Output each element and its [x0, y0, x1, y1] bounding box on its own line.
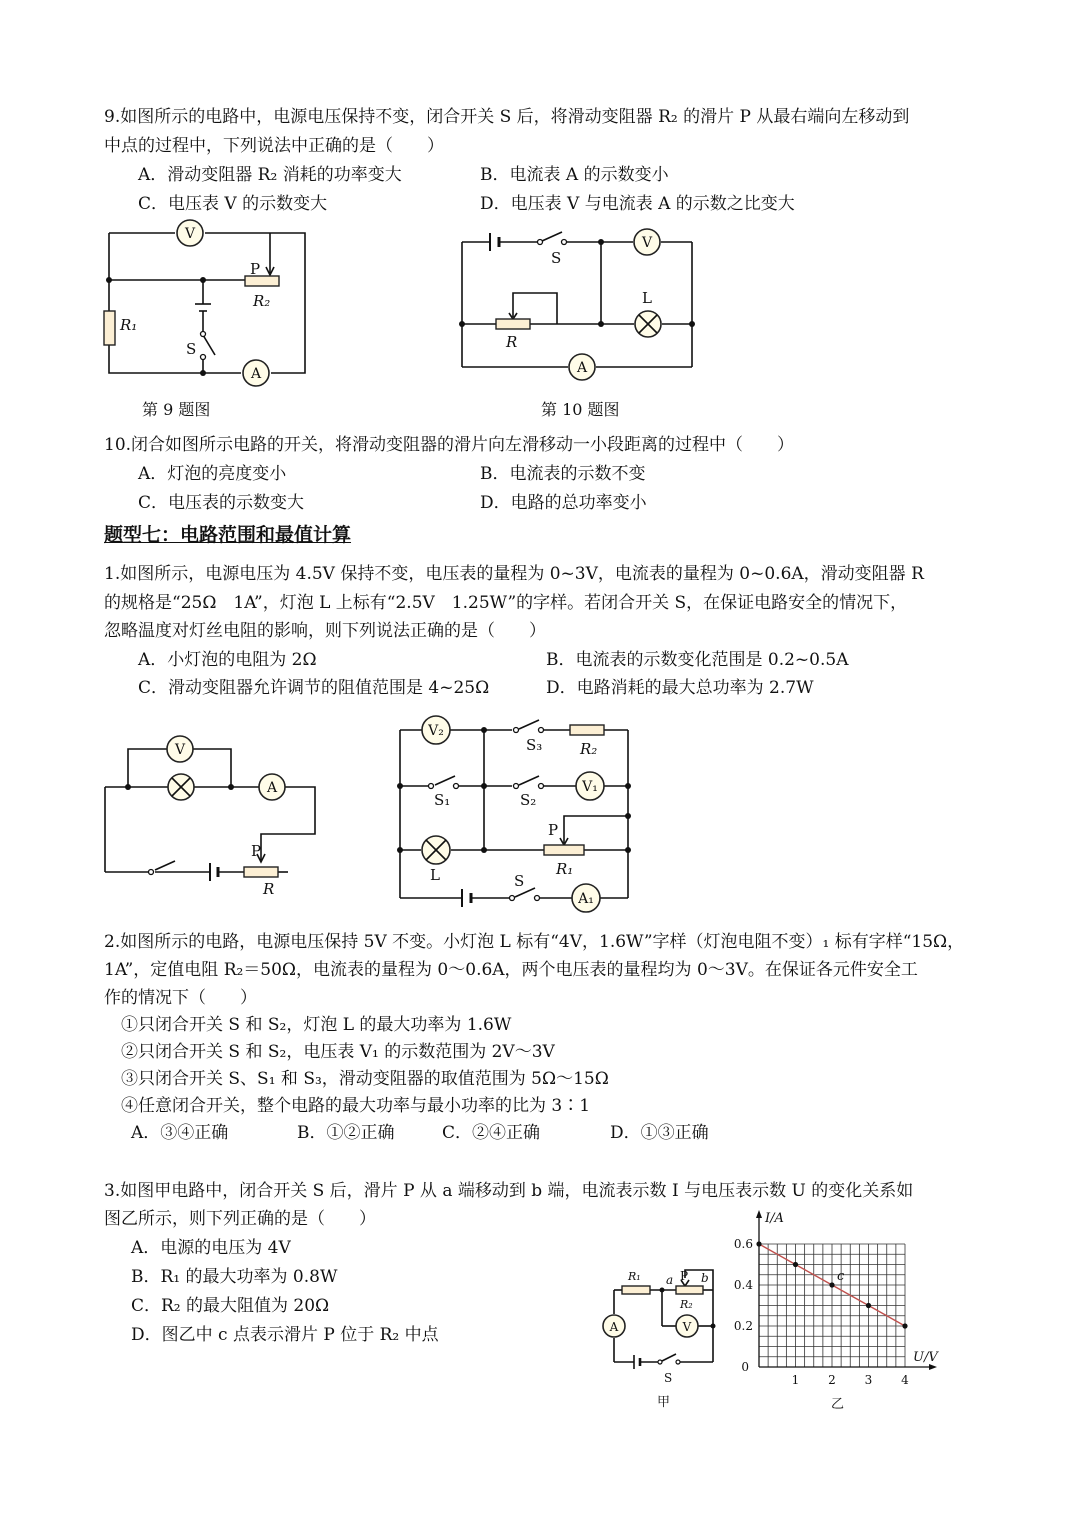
q10-option-d: D．电路的总功率变小 [480, 493, 647, 513]
svg-text:P: P [250, 260, 261, 278]
svg-text:R₁: R₁ [120, 316, 138, 334]
svg-text:R: R [263, 880, 275, 898]
q9-stem-line1: 9.如图所示的电路中，电源电压保持不变，闭合开关 S 后，将滑动变阻器 R₂ 的滑片 P 从最右端向左移动到 [104, 107, 910, 127]
y-axis-label: I/A [765, 1211, 784, 1226]
svg-text:甲: 甲 [657, 1395, 671, 1410]
q10-circuit-diagram [452, 222, 702, 387]
s3-stem-line1: 3.如图甲电路中，闭合开关 S 后，滑片 P 从 a 端移动到 b 端，电流表示数 I 与电压表示数 U 的变化关系如 [104, 1181, 914, 1201]
ammeter [243, 360, 269, 386]
q9-option-b: B．电流表 A 的示数变小 [480, 165, 669, 185]
r2-resistor [570, 725, 604, 735]
svg-text:S: S [514, 872, 525, 890]
chart-subfigure-label: 乙 [831, 1397, 845, 1412]
svg-text:S₂: S₂ [520, 791, 537, 809]
q10-option-c: C．电压表的示数变大 [138, 493, 305, 513]
svg-text:R₂: R₂ [580, 740, 598, 758]
section-title: 题型七：电路范围和最值计算 [104, 524, 352, 546]
x-tick-label: 3 [864, 1373, 873, 1387]
s3-option-d: D．图乙中 c 点表示滑片 P 位于 R₂ 中点 [131, 1325, 439, 1345]
svg-text:a: a [666, 1273, 674, 1287]
y-axis-arrow [756, 1210, 762, 1218]
s2-statement-1: ①只闭合开关 S 和 S₂，灯泡 L 的最大功率为 1.6W [121, 1015, 512, 1035]
voltmeter-v1 [576, 772, 604, 800]
svg-text:A: A [266, 780, 278, 796]
s1-option-c: C．滑动变阻器允许调节的阻值范围是 4~25Ω [138, 678, 490, 698]
svg-text:R₁: R₁ [556, 860, 574, 878]
ammeter [569, 354, 595, 380]
svg-text:L: L [430, 866, 440, 884]
rheostat-r [496, 319, 530, 329]
x-tick-label: 4 [901, 1373, 909, 1387]
x-tick-label: 2 [828, 1373, 836, 1387]
lamp [168, 774, 194, 800]
svg-text:S₃: S₃ [526, 736, 543, 754]
s2-stem-line2: 1A”，定值电阻 R₂＝50Ω，电流表的量程为 0～0.6A，两个电压表的量程均为 0～3V。在保证各元件安全工 [104, 960, 918, 980]
voltmeter-v2 [422, 716, 450, 744]
s1-circuit-diagram [100, 732, 325, 902]
s2-circuit-diagram [392, 708, 637, 923]
voltmeter [634, 229, 660, 255]
svg-text:A: A [250, 366, 262, 382]
r2-rheostat [676, 1286, 703, 1294]
s2-statement-2: ②只闭合开关 S 和 S₂，电压表 V₁ 的示数范围为 2V～3V [121, 1042, 555, 1062]
svg-text:R: R [506, 333, 518, 351]
svg-text:P: P [548, 821, 559, 839]
s1-option-d: D．电路消耗的最大总功率为 2.7W [546, 678, 814, 698]
x-axis-label: U/V [913, 1350, 938, 1365]
s2-statement-3: ③只闭合开关 S、S₁ 和 S₃，滑动变阻器的取值范围为 5Ω～15Ω [121, 1069, 609, 1089]
ammeter-a1 [572, 884, 600, 912]
q9-stem-line2: 中点的过程中，下列说法中正确的是（ ） [104, 136, 444, 156]
s2-option-a: A．③④正确 [131, 1123, 229, 1143]
s1-option-a: A．小灯泡的电阻为 2Ω [138, 650, 317, 670]
origin-label: 0 [741, 1360, 749, 1374]
q10-option-a: A．灯泡的亮度变小 [138, 464, 287, 484]
q9-option-c: C．电压表 V 的示数变大 [138, 194, 328, 214]
svg-text:b: b [701, 1271, 709, 1285]
svg-text:L: L [642, 289, 652, 307]
s2-stem-line1: 2.如图所示的电路，电源电压保持 5V 不变。小灯泡 L 标有“4V，1.6W”字样（灯泡电阻不变）₁ 标有字样“15Ω， [104, 932, 965, 952]
s3-iu-chart-yi [735, 1200, 945, 1415]
s1-stem-line3: 忽略温度对灯丝电阻的影响，则下列说法正确的是（ ） [104, 621, 546, 641]
svg-text:V₂: V₂ [428, 723, 444, 739]
data-point [793, 1262, 798, 1267]
x-tick-label: 1 [791, 1373, 800, 1387]
y-tick-label: 0.4 [733, 1278, 753, 1292]
s2-statement-4: ④任意闭合开关，整个电路的最大功率与最小功率的比为 3∶1 [121, 1096, 591, 1116]
r1-rheostat [544, 845, 584, 855]
voltmeter [177, 220, 203, 246]
svg-text:A: A [609, 1320, 619, 1334]
svg-text:S₁: S₁ [434, 791, 451, 809]
voltmeter [676, 1315, 698, 1337]
q9-circuit-diagram [95, 218, 320, 388]
data-point [829, 1282, 834, 1287]
data-point [756, 1241, 761, 1246]
s2-option-c: C．②④正确 [442, 1123, 541, 1143]
svg-text:S: S [664, 1371, 673, 1385]
ammeter [603, 1315, 625, 1337]
q10-figure-caption: 第 10 题图 [541, 400, 620, 419]
svg-text:P: P [251, 842, 262, 860]
r1-resistor [104, 311, 115, 345]
q9-option-d: D．电压表 V 与电流表 A 的示数之比变大 [480, 194, 795, 214]
q10-option-b: B．电流表的示数不变 [480, 464, 646, 484]
svg-text:A₁: A₁ [578, 891, 594, 907]
svg-text:R₂: R₂ [253, 292, 271, 310]
svg-text:R₁: R₁ [628, 1270, 641, 1283]
svg-text:V₁: V₁ [582, 779, 598, 795]
s3-stem-line2: 图乙所示，则下列正确的是（ ） [104, 1209, 376, 1229]
svg-text:V: V [184, 226, 196, 242]
y-tick-label: 0.6 [733, 1237, 753, 1251]
s2-option-d: D．①③正确 [610, 1123, 709, 1143]
q9-option-a: A．滑动变阻器 R₂ 消耗的功率变大 [138, 165, 402, 185]
data-point [902, 1323, 907, 1328]
ammeter [259, 774, 285, 800]
s3-option-a: A．电源的电压为 4V [131, 1238, 291, 1258]
s1-option-b: B．电流表的示数变化范围是 0.2~0.5A [546, 650, 849, 670]
rheostat-r [244, 867, 278, 877]
s2-option-b: B．①②正确 [297, 1123, 395, 1143]
s3-option-b: B．R₁ 的最大功率为 0.8W [131, 1267, 338, 1287]
svg-text:V: V [174, 742, 186, 758]
voltmeter [167, 736, 193, 762]
annotation-c: c [837, 1269, 845, 1284]
svg-text:V: V [682, 1320, 692, 1334]
s3-option-c: C．R₂ 的最大阻值为 20Ω [131, 1296, 330, 1316]
svg-text:S: S [186, 340, 197, 358]
lamp [635, 311, 661, 337]
q9-figure-caption: 第 9 题图 [142, 400, 211, 419]
s3-circuit-diagram-jia [600, 1262, 725, 1412]
svg-text:S: S [551, 249, 562, 267]
s1-stem-line1: 1.如图所示，电源电压为 4.5V 保持不变，电压表的量程为 0~3V，电流表的量程为 0~0.6A，滑动变阻器 R [104, 564, 924, 584]
svg-text:V: V [641, 235, 653, 251]
y-tick-label: 0.2 [733, 1319, 753, 1333]
r1-resistor [622, 1286, 650, 1294]
s1-stem-line2: 的规格是“25Ω 1A”，灯泡 L 上标有“2.5V 1.25W”的字样。若闭合开关 S，在保证电路安全的情况下， [104, 593, 908, 613]
data-point [866, 1303, 871, 1308]
svg-text:P: P [680, 1269, 689, 1283]
lamp [422, 836, 450, 864]
svg-text:R₂: R₂ [680, 1298, 693, 1311]
svg-text:A: A [576, 360, 588, 376]
q10-stem-line1: 10.闭合如图所示电路的开关，将滑动变阻器的滑片向左滑移动一小段距离的过程中（ ） [104, 435, 795, 455]
s2-stem-line3: 作的情况下（ ） [104, 988, 257, 1008]
